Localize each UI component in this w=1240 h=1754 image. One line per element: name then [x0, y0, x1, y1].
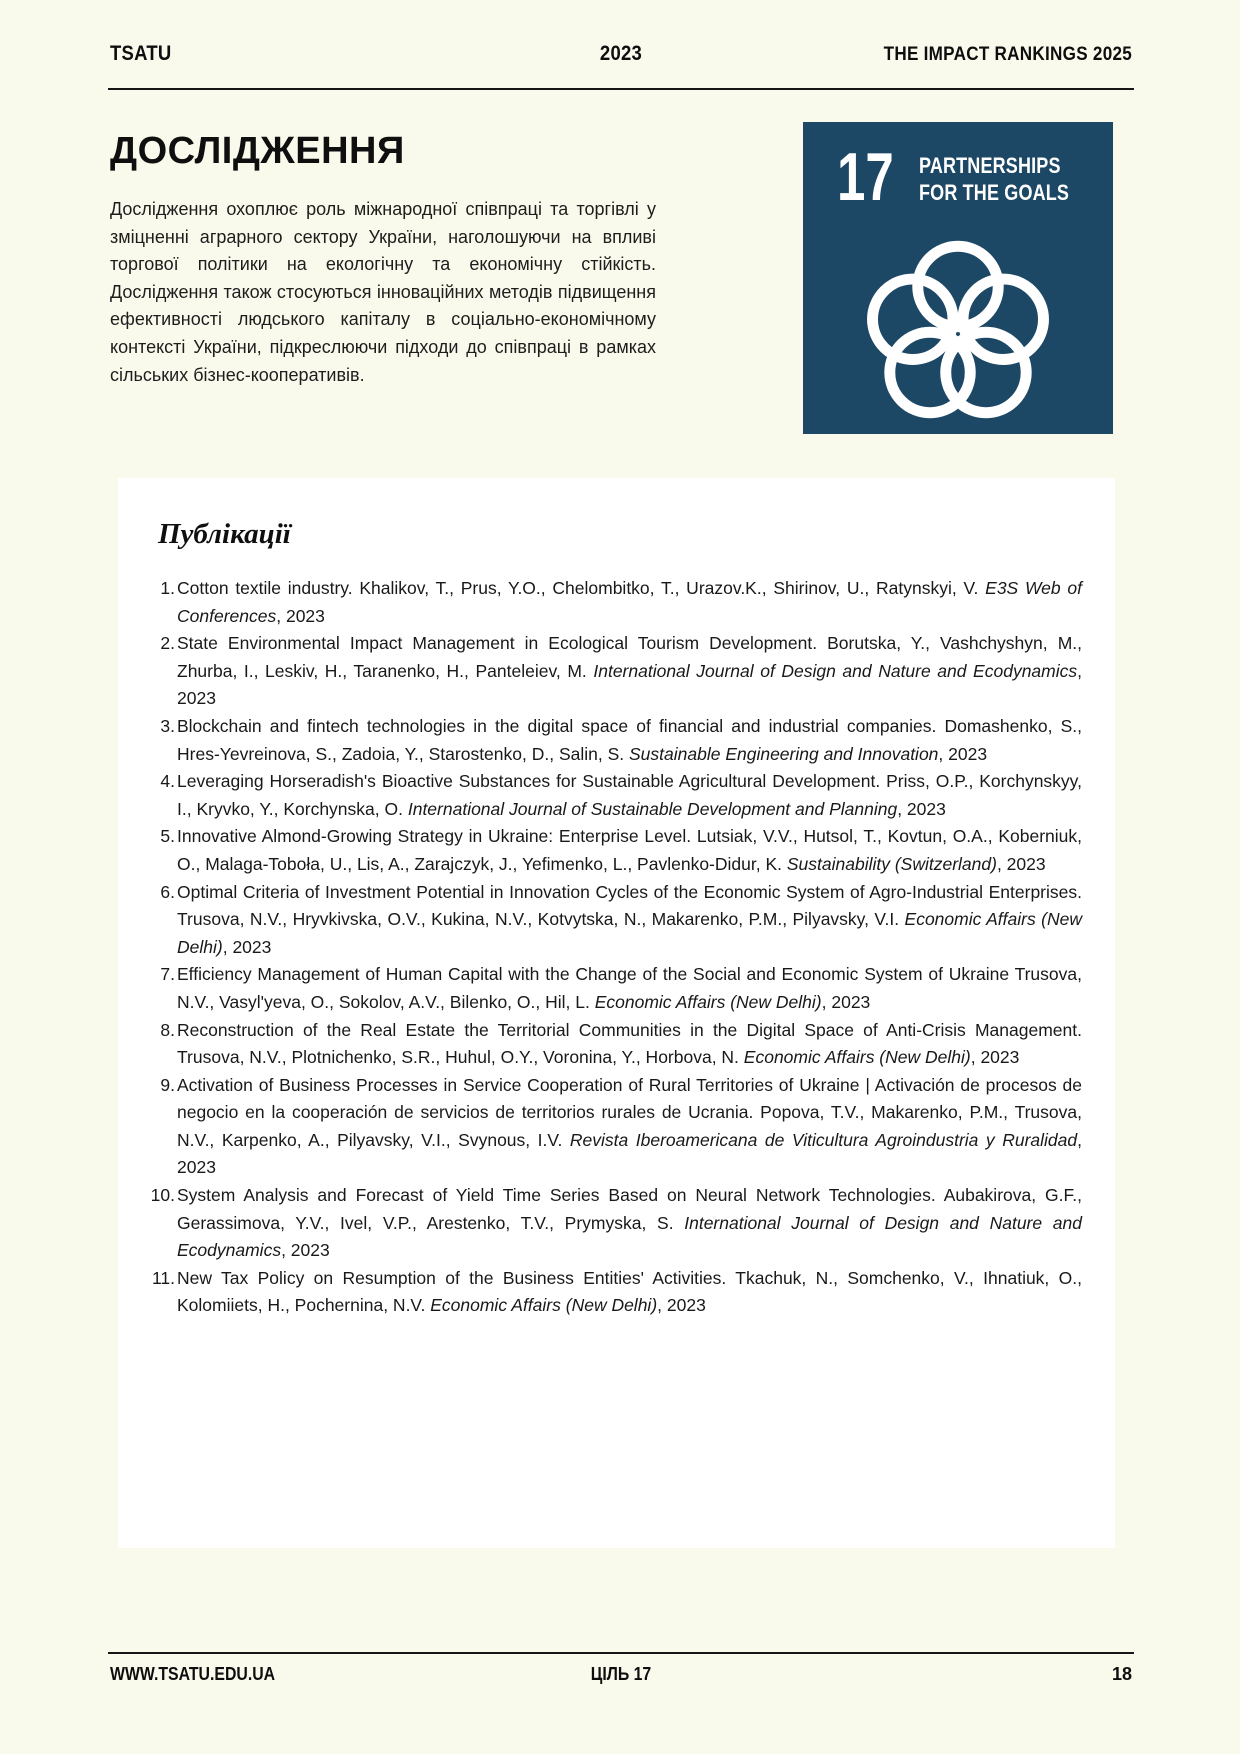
publication-item [136, 823, 1082, 878]
publication-text [177, 713, 1082, 768]
journal-name: Economic Affairs (New Delhi) [594, 991, 822, 1012]
header-brand: TSATU [110, 42, 172, 65]
sdg17-wheel-icon [862, 238, 1054, 430]
publication-citation: New Tax Policy on Resumption of the Business Entities' Activities. Tkachuk, N., Somchenko, V., Ihnatiuk, O., Kolomiiets, H., Pochernina, N.V. [177, 1267, 1082, 1316]
journal-name: Economic Affairs (New Delhi) [743, 1047, 971, 1068]
publication-citation: Activation of Business Processes in Service Cooperation of Rural Territories of Ukraine | Activación de procesos de negocio en la cooperación de servicios de territorios rurales de Ucrania. Popova, T.V., Makarenko, P.M., Trusova, N.V., Karpenko, A., Pilyavsky, V.I., Svynous, I.V. [177, 1074, 1082, 1150]
publication-citation: Efficiency Management of Human Capital with the Change of the Social and Economic System of Ukraine Trusova, N.V., Vasyl'yeva, O., Sokolov, A.V., Bilenko, O., Hil, L. [177, 964, 1082, 1012]
page-title: ДОСЛІДЖЕННЯ [110, 130, 405, 172]
publication-citation: Reconstruction of the Real Estate the Territorial Communities in the Digital Space of Anti-Crisis Management. Trusova, N.V., Plotnichenko, S.R., Huhul, O.Y., Voronina, Y., Horbova, N. [177, 1019, 1082, 1068]
publication-text [177, 630, 1082, 713]
publication-citation: Innovative Almond-Growing Strategy in Ukraine: Enterprise Level. Lutsiak, V.V., Hutsol, T., Kovtun, O.A., Koberniuk, O., Malaga-Toboła, U., Lis, A., Zarajczyk, J., Yefimenko, L., Pavlenko-Didur, K. [177, 826, 1082, 874]
publication-text [177, 575, 1082, 630]
publication-year: , 2023 [938, 743, 988, 764]
publication-text [177, 961, 1082, 1016]
journal-name: International Journal of Sustainable Development and Planning [407, 798, 898, 819]
publication-text [177, 1017, 1082, 1072]
page-footer [110, 1664, 1132, 1690]
research-description: Дослідження охоплює роль міжнародної співпраці та торгівлі у зміцненні аграрного сектору України, наголошуючи на впливі торгової політики на екологічну та економічну стійкість. Дослідження також стосуються інноваційних методів підвищення ефективності людського капіталу в соціально-економічному контексті України, підкреслюючи підходи до співпраці в рамках сільських бізнес-кооперативів. [110, 199, 656, 385]
header-year: 2023 [599, 42, 643, 65]
publication-year: , 2023 [276, 605, 325, 626]
publication-citation: System Analysis and Forecast of Yield Time Series Based on Neural Network Technologies. Aubakirova, G.F., Gerassimova, Y.V., Ivel, V.P., Arestenko, T.V., Prymyska, S. [177, 1185, 1082, 1233]
publication-number: 3. [160, 715, 175, 736]
publication-text [177, 1072, 1082, 1182]
publication-item [136, 575, 1082, 630]
publication-number: 1. [160, 578, 175, 598]
publications-list [136, 575, 1082, 1320]
journal-name: Economic Affairs (New Delhi) [430, 1295, 658, 1316]
publication-number: 7. [160, 964, 175, 985]
journal-name: International Journal of Design and Nature and Ecodynamics [593, 660, 1078, 681]
sdg-goal-label [919, 153, 1069, 206]
publication-text [177, 768, 1082, 823]
page-header [110, 42, 1132, 72]
publication-year: , 2023 [177, 1129, 1082, 1178]
footer-website: WWW.TSATU.EDU.UA [110, 1664, 276, 1684]
publication-year: , 2023 [281, 1240, 330, 1261]
publication-text [177, 879, 1082, 962]
footer-goal-label: ЦІЛЬ 17 [590, 1664, 652, 1684]
journal-name: Sustainability (Switzerland) [786, 853, 997, 874]
journal-name: Sustainable Engineering and Innovation [629, 743, 939, 764]
publication-number: 11. [151, 1267, 175, 1288]
publication-item [136, 1072, 1082, 1182]
publication-number: 8. [160, 1019, 175, 1040]
sdg-goal-label-line2: FOR THE GOALS [918, 179, 1069, 205]
publication-number: 6. [160, 881, 175, 902]
publication-citation: Leveraging Horseradish's Bioactive Substances for Sustainable Agricultural Development. Priss, O.P., Korchynskyy, I., Kryvko, Y., Korchynska, O. [177, 771, 1082, 819]
publication-text [177, 1265, 1082, 1320]
publication-item [136, 713, 1082, 768]
footer-divider [108, 1652, 1134, 1654]
publication-text [177, 1182, 1082, 1265]
publication-item [136, 768, 1082, 823]
publications-card [118, 478, 1115, 1548]
publication-text [177, 823, 1082, 878]
publication-number: 5. [160, 826, 175, 847]
publication-item [136, 1017, 1082, 1072]
sdg-goal-number: 17 [837, 139, 894, 215]
sdg17-badge [803, 122, 1113, 434]
publication-year: , 2023 [897, 798, 946, 819]
sdg17-badge-header [803, 122, 1113, 215]
footer-page-number: 18 [1111, 1664, 1132, 1684]
publication-year: , 2023 [996, 853, 1046, 874]
journal-name: E3S Web of Conferences [177, 578, 1082, 626]
publications-heading: Публікації [158, 518, 291, 550]
journal-name: Economic Affairs (New Delhi) [177, 909, 1082, 957]
publication-year: , 2023 [821, 991, 871, 1012]
publication-citation: Optimal Criteria of Investment Potential in Innovation Cycles of the Economic System of Agro-Industrial Enterprises. Trusova, N.V., Hryvkivska, O.V., Kukina, N.V., Kotvytska, N., Makarenko, P.M., Pilyavsky, V.I. [177, 881, 1082, 930]
publication-item [136, 630, 1082, 713]
sdg-goal-label-line1: PARTNERSHIPS [918, 153, 1061, 178]
publication-number: 2. [160, 633, 175, 654]
journal-name: International Journal of Design and Nature and Ecodynamics [177, 1212, 1082, 1261]
publication-year: , 2023 [177, 660, 1083, 709]
header-divider [108, 88, 1134, 90]
publication-item [136, 961, 1082, 1016]
header-rankings-title: THE IMPACT RANKINGS 2025 [883, 44, 1132, 65]
publication-number: 4. [160, 771, 175, 792]
publication-year: , 2023 [222, 936, 272, 957]
publication-number: 10. [150, 1185, 175, 1206]
publication-citation: State Environmental Impact Management in Ecological Tourism Development. Borutska, Y., Vashchyshyn, M., Zhurba, I., Leskiv, H., Taranenko, H., Panteleiev, M. [177, 633, 1082, 681]
journal-name: Revista Iberoamericana de Viticultura Agroindustria y Ruralidad [569, 1129, 1078, 1150]
publication-number: 9. [160, 1074, 175, 1095]
publication-item [136, 879, 1082, 962]
publication-year: , 2023 [657, 1295, 706, 1316]
publication-citation: Blockchain and fintech technologies in the digital space of financial and industrial companies. Domashenko, S., Hres-Yevreinova, S., Zadoia, Y., Starostenko, D., Salin, S. [177, 715, 1082, 764]
publication-item [136, 1265, 1082, 1320]
publication-citation: Cotton textile industry. Khalikov, T., Prus, Y.O., Chelombitko, T., Urazov.K., Shirinov, U., Ratynskyi, V. [177, 578, 986, 598]
publication-year: , 2023 [970, 1047, 1020, 1068]
publication-item [136, 1182, 1082, 1265]
